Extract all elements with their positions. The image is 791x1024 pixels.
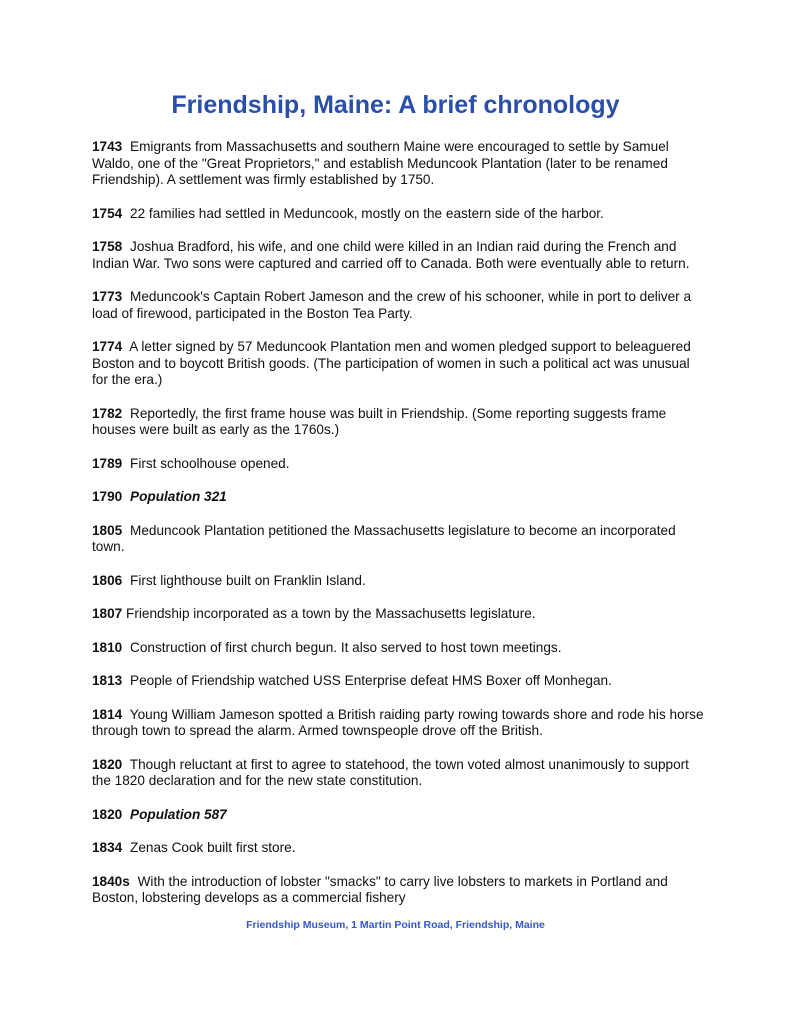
chronology-entry [92,606,707,623]
entry-year: 1810 [92,639,123,655]
page-footer: Friendship Museum, 1 Martin Point Road, Friendship, Maine [246,919,545,931]
chronology-entry [92,456,707,473]
entry-year: 1834 [92,840,123,855]
entry-year: 1743 [92,139,123,154]
entry-text: Friendship incorporated as a town by the Massachusetts legislature. [126,606,536,621]
entry-year: 1754 [92,205,123,221]
entry-text: Reportedly, the first frame house was built in Friendship. (Some reporting suggests frame houses were built as early as the 1760s.) [92,405,667,437]
entry-text: With the introduction of lobster "smacks" to carry live lobsters to markets in Portland and Boston, lobstering develops as a commercial fishery [92,873,668,905]
entry-text: Though reluctant at first to agree to statehood, the town voted almost unanimously to support the 1820 declaration and for the new state constitution. [92,756,689,788]
entry-text: Emigrants from Massachusetts and southern Maine were encouraged to settle by Samuel Waldo, one of the "Great Proprietors," and establish Meduncook Plantation (later to be renamed Friendship). A settlement was firmly established by 1750. [92,139,669,187]
chronology-list [92,139,707,924]
entry-year: 1789 [92,455,123,471]
entry-year: 1805 [92,522,123,538]
chronology-entry [92,139,707,189]
entry-text: A letter signed by 57 Meduncook Plantation men and women pledged support to beleaguered Boston and to boycott British goods. (The participation of women in such a political act was unusual for the era.) [92,339,691,387]
entry-year: 1840s [92,873,130,889]
page-title: Friendship, Maine: A brief chronology [171,91,620,119]
chronology-entry [92,757,707,790]
entry-year: 1782 [92,405,123,421]
entry-text: 22 families had settled in Meduncook, mostly on the eastern side of the harbor. [130,205,604,221]
chronology-entry [92,573,707,590]
entry-year: 1820 [92,806,123,822]
entry-year: 1813 [92,673,123,688]
population-text: Population 321 [130,489,227,504]
chronology-entry [92,339,707,389]
entry-year: 1758 [92,239,123,254]
entry-text: Construction of first church begun. It also served to host town meetings. [130,639,562,655]
entry-text: First schoolhouse opened. [130,455,290,471]
chronology-entry [92,239,707,272]
entry-year: 1790 [92,489,123,504]
entry-text: Young William Jameson spotted a British raiding party rowing towards shore and rode his horse through town to spread the alarm. Armed townspeople drove off the British. [92,706,704,738]
entry-year: 1774 [92,339,123,354]
entry-text: First lighthouse built on Franklin Island. [130,572,366,588]
chronology-entry [92,707,707,740]
population-text: Population 587 [130,806,227,822]
chronology-entry [92,640,707,657]
population-entry [92,489,707,506]
entry-text: Meduncook's Captain Robert Jameson and the crew of his schooner, while in port to deliver a load of firewood, participated in the Boston Tea Party. [92,289,692,321]
chronology-entry [92,206,707,223]
chronology-entry [92,673,707,690]
entry-year: 1773 [92,289,123,304]
entry-year: 1806 [92,572,123,588]
chronology-entry [92,874,707,907]
entry-year: 1820 [92,756,123,772]
chronology-entry [92,406,707,439]
entry-text: People of Friendship watched USS Enterprise defeat HMS Boxer off Monhegan. [130,673,612,688]
entry-text: Joshua Bradford, his wife, and one child were killed in an Indian raid during the French and Indian War. Two sons were captured and carried off to Canada. Both were eventually able to return. [92,239,690,271]
population-entry [92,807,707,824]
entry-year: 1814 [92,706,123,722]
entry-year: 1807 [92,606,123,621]
chronology-entry [92,840,707,857]
entry-text: Meduncook Plantation petitioned the Massachusetts legislature to become an incorporated town. [92,522,676,554]
chronology-entry [92,289,707,322]
chronology-entry [92,523,707,556]
entry-text: Zenas Cook built first store. [130,840,296,855]
